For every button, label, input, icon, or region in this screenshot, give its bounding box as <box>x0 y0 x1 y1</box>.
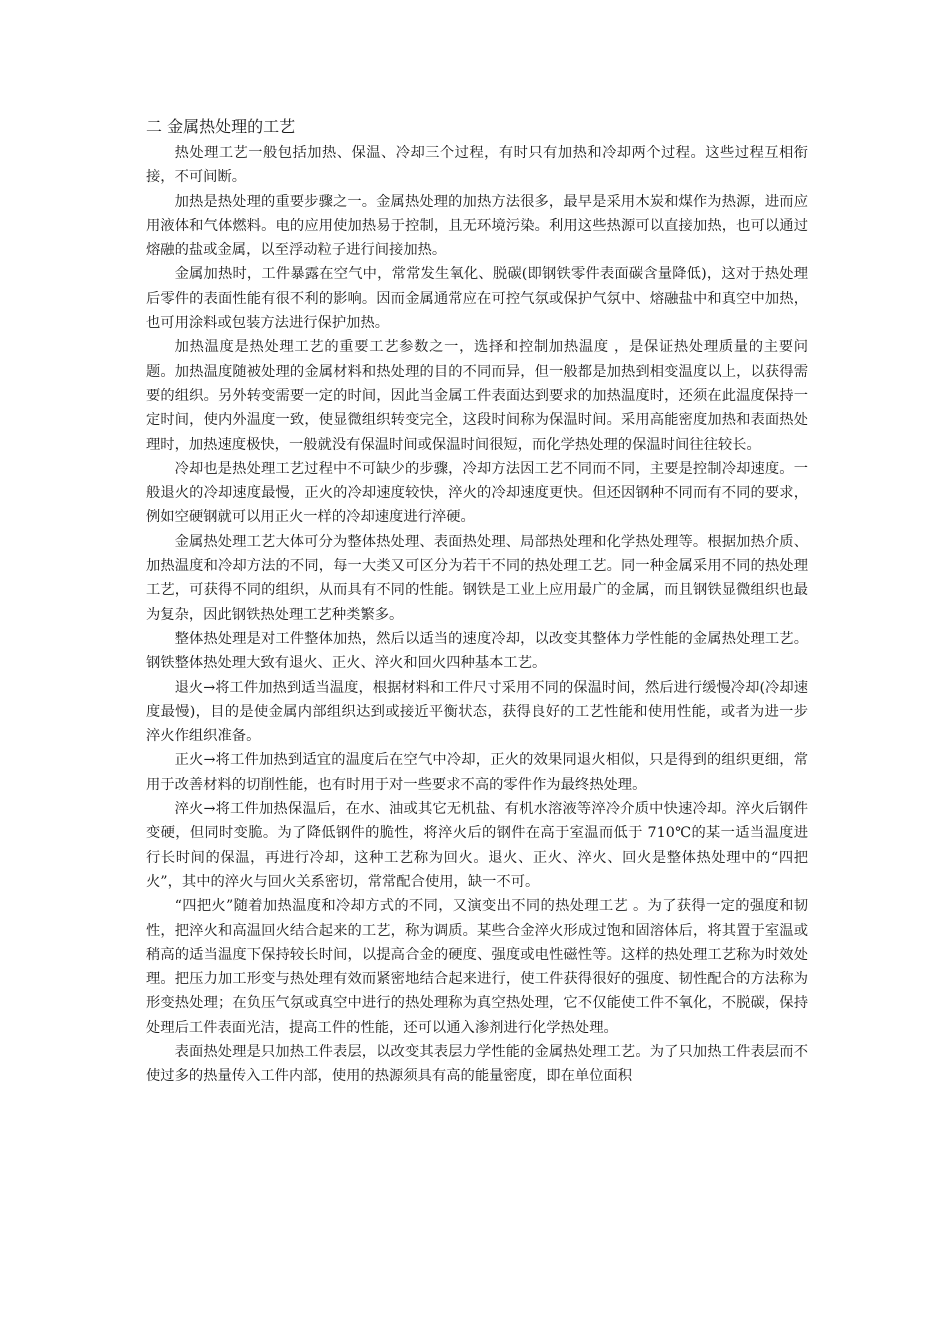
paragraph-heating: 加热是热处理的重要步骤之一。金属热处理的加热方法很多，最早是采用木炭和煤作为热源，进而应用液体和气体燃料。电的应用使加热易于控制，且无环境污染。利用这些热源可以直接加热，也可以通过熔融的盐或金属，以至浮动粒子进行间接加热。 <box>146 193 808 259</box>
paragraph-bulk-treatment: 整体热处理是对工件整体加热，然后以适当的速度冷却，以改变其整体力学性能的金属热处理工艺。钢铁整体热处理大致有退火、正火、淬火和回火四种基本工艺。 <box>146 630 808 672</box>
paragraph-quenching: 淬火→将工件加热保温后，在水、油或其它无机盐、有机水溶液等淬冷介质中快速冷却。淬火后钢件变硬，但同时变脆。为了降低钢件的脆性，将淬火后的钢件在高于室温而低于 710℃的某一适当温度进行长时间的保温，再进行冷却，这种工艺称为回火。退火、正火、淬火、回火是整体热处理中的“四把火”，其中的淬火与回火关系密切，常常配合使用，缺一不可。 <box>146 801 808 890</box>
paragraph-cooling: 冷却也是热处理工艺过程中不可缺少的步骤，冷却方法因工艺不同而不同，主要是控制冷却速度。一般退火的冷却速度最慢，正火的冷却速度较快，淬火的冷却速度更快。但还因钢种不同而有不同的要求，例如空硬钢就可以用正火一样的冷却速度进行淬硬。 <box>146 460 808 526</box>
paragraph-annealing: 退火→将工件加热到适当温度，根据材料和工件尺寸采用不同的保温时间，然后进行缓慢冷却(冷却速度最慢)，目的是使金属内部组织达到或接近平衡状态，获得良好的工艺性能和使用性能，或者为进一步淬火作组织准备。 <box>146 679 808 745</box>
document-page <box>146 113 808 1089</box>
paragraph-normalizing: 正火→将工件加热到适宜的温度后在空气中冷却，正火的效果同退火相似，只是得到的组织更细，常用于改善材料的切削性能，也有时用于对一些要求不高的零件作为最终热处理。 <box>146 752 808 793</box>
paragraph-process-types: 金属热处理工艺大体可分为整体热处理、表面热处理、局部热处理和化学热处理等。根据加热介质、加热温度和冷却方法的不同，每一大类又可区分为若干不同的热处理工艺。同一种金属采用不同的热处理工艺，可获得不同的组织，从而具有不同的性能。钢铁是工业上应用最广的金属，而且钢铁显微组织也最为复杂，因此钢铁热处理工艺种类繁多。 <box>146 533 808 623</box>
paragraph-surface-treatment: 表面热处理是只加热工件表层，以改变其表层力学性能的金属热处理工艺。为了只加热工件表层而不使过多的热量传入工件内部，使用的热源须具有高的能量密度，即在单位面积 <box>146 1043 808 1085</box>
paragraph-oxidation: 金属加热时，工件暴露在空气中，常常发生氧化、脱碳(即钢铁零件表面碳含量降低)，这对于热处理后零件的表面性能有很不利的影响。因而金属通常应在可控气氛或保护气氛中、熔融盐中和真空中加热，也可用涂料或包装方法进行保护加热。 <box>146 266 808 332</box>
paragraph-four-fires: “四把火”随着加热温度和冷却方式的不同，又演变出不同的热处理工艺 。为了获得一定的强度和韧性，把淬火和高温回火结合起来的工艺，称为调质。某些合金淬火形成过饱和固溶体后，将其置于室温或稍高的适当温度下保持较长时间，以提高合金的硬度、强度或电性磁性等。这样的热处理工艺称为时效处理。把压力加工形变与热处理有效而紧密地结合起来进行，使工件获得很好的强度、韧性配合的方法称为形变热处理；在负压气氛或真空中进行的热处理称为真空热处理，它不仅能使工件不氧化，不脱碳，保持处理后工件表面光洁，提高工件的性能，还可以通入渗剂进行化学热处理。 <box>146 898 808 1036</box>
paragraph-heating-temperature: 加热温度是热处理工艺的重要工艺参数之一，选择和控制加热温度 ，是保证热处理质量的主要问题。加热温度随被处理的金属材料和热处理的目的不同而异，但一般都是加热到相变温度以上，以获得需要的组织。另外转变需要一定的时间，因此当金属工件表面达到要求的加热温度时，还须在此温度保持一定时间，使内外温度一致，使显微组织转变完全，这段时间称为保温时间。采用高能密度加热和表面热处理时，加热速度极快，一般就没有保温时间或保温时间很短，而化学热处理的保温时间往往较长。 <box>146 339 808 453</box>
paragraph-process-overview: 热处理工艺一般包括加热、保温、冷却三个过程，有时只有加热和冷却两个过程。这些过程互相衔接，不可间断。 <box>146 145 808 186</box>
section-title: 二 金属热处理的工艺 <box>146 117 296 136</box>
